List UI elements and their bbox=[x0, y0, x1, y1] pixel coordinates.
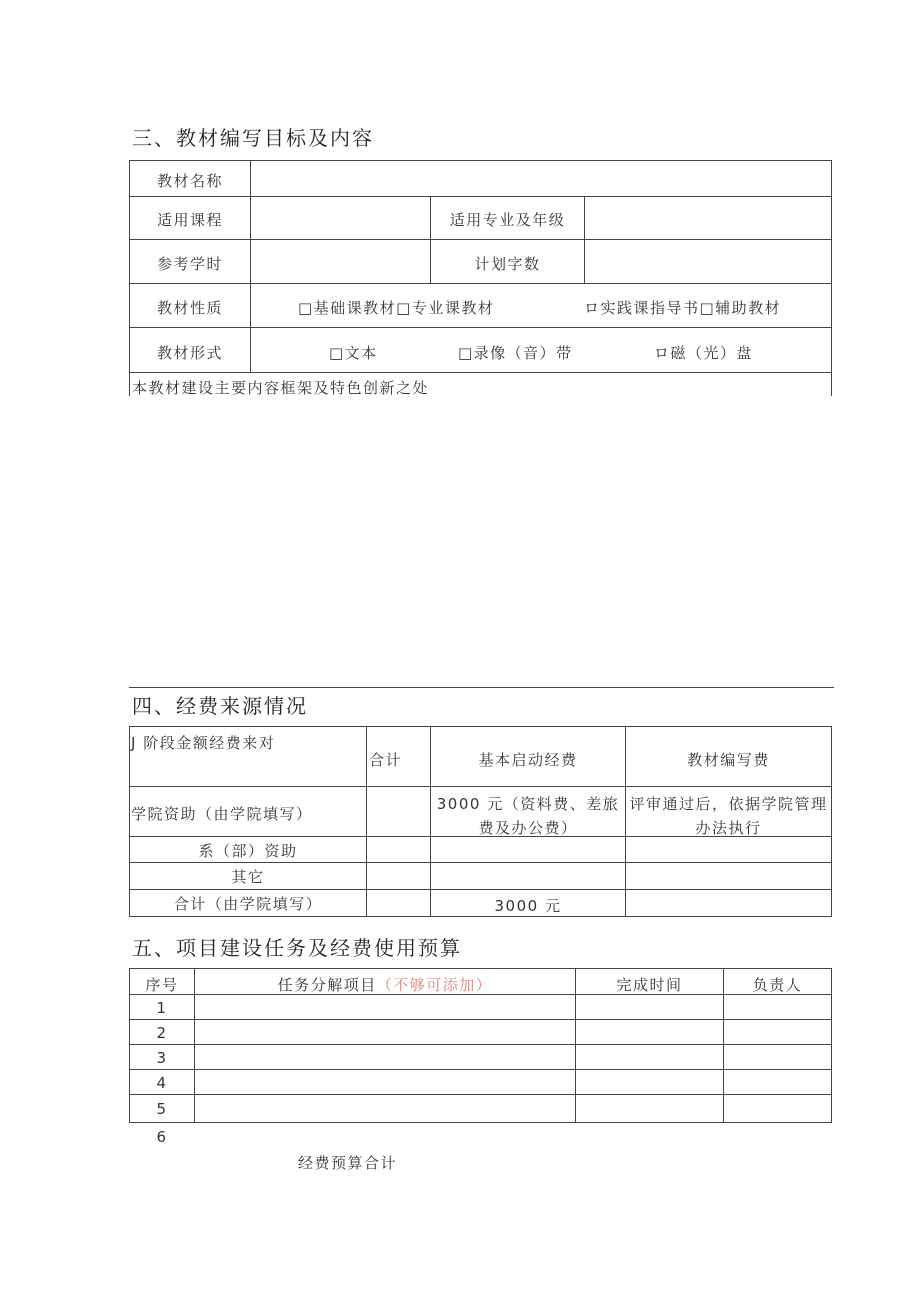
section3-heading: 三、教材编写目标及内容 bbox=[132, 126, 374, 150]
funding-college-basic-line1: 3000 元（资料费、差旅 bbox=[436, 795, 620, 813]
funding-total-basic: 3000 元 bbox=[494, 897, 562, 915]
hours-field[interactable] bbox=[252, 241, 428, 282]
material-name-label: 教材名称 bbox=[156, 172, 223, 190]
major-grade-field[interactable] bbox=[586, 198, 830, 238]
course-field[interactable] bbox=[252, 198, 428, 238]
task-row-no-4: 4 bbox=[156, 1074, 168, 1092]
framework-label: 本教材建设主要内容框架及特色创新之处 bbox=[132, 379, 430, 397]
task-col-owner: 负责人 bbox=[752, 976, 803, 994]
nature-option-group-1[interactable]: □基础课教材□专业课教材 bbox=[298, 299, 495, 317]
funding-college-writing-line2: 办法执行 bbox=[695, 819, 762, 837]
task-row-no-5: 5 bbox=[156, 1100, 168, 1118]
funding-row-college: 学院资助（由学院填写） bbox=[131, 805, 313, 823]
hours-label: 参考学时 bbox=[156, 255, 223, 273]
section-divider bbox=[129, 687, 834, 688]
word-count-field[interactable] bbox=[586, 241, 830, 282]
funding-row-total: 合计（由学院填写） bbox=[173, 895, 323, 913]
funding-col-basic: 基本启动经费 bbox=[478, 751, 578, 769]
task-row-no-3: 3 bbox=[156, 1049, 168, 1067]
funding-col-writing: 教材编写费 bbox=[687, 751, 770, 769]
section5-heading: 五、项目建设任务及经费使用预算 bbox=[132, 936, 462, 960]
nature-option-group-2[interactable]: ロ实践课指导书□辅助教材 bbox=[584, 299, 782, 317]
funding-row-department: 系（部）资助 bbox=[198, 842, 298, 860]
task-row-no-2: 2 bbox=[156, 1024, 168, 1042]
form-option-disc[interactable]: ロ磁（光）盘 bbox=[654, 344, 754, 362]
material-name-field[interactable] bbox=[252, 162, 830, 195]
form-option-text[interactable]: □文本 bbox=[329, 344, 378, 362]
funding-college-basic-line2: 费及办公费） bbox=[478, 819, 578, 837]
task-row-no-1: 1 bbox=[156, 999, 168, 1017]
task-col-item-note: （不够可添加） bbox=[376, 976, 493, 994]
task-col-item-label: 任务分解项目 bbox=[277, 976, 377, 994]
section4-heading: 四、经费来源情况 bbox=[132, 694, 308, 718]
funding-col-total: 合计 bbox=[369, 751, 403, 769]
course-label: 适用课程 bbox=[156, 211, 223, 229]
word-count-label: 计划字数 bbox=[474, 255, 541, 273]
form-option-video[interactable]: □录像（音）带 bbox=[458, 344, 573, 362]
major-grade-label: 适用专业及年级 bbox=[449, 211, 566, 229]
funding-row-other: 其它 bbox=[231, 868, 265, 886]
task-col-time: 完成时间 bbox=[616, 976, 683, 994]
task-col-no: 序号 bbox=[145, 976, 179, 994]
budget-total-label: 经费预算合计 bbox=[298, 1154, 398, 1172]
form-label: 教材形式 bbox=[156, 344, 223, 362]
task-col-item bbox=[195, 974, 575, 995]
funding-college-writing-line1: 评审通过后，依据学院管理 bbox=[629, 795, 828, 813]
task-row-no-6: 6 bbox=[156, 1128, 168, 1146]
funding-corner-header: J 阶段金额经费来对 bbox=[131, 734, 276, 752]
nature-label: 教材性质 bbox=[156, 299, 223, 317]
